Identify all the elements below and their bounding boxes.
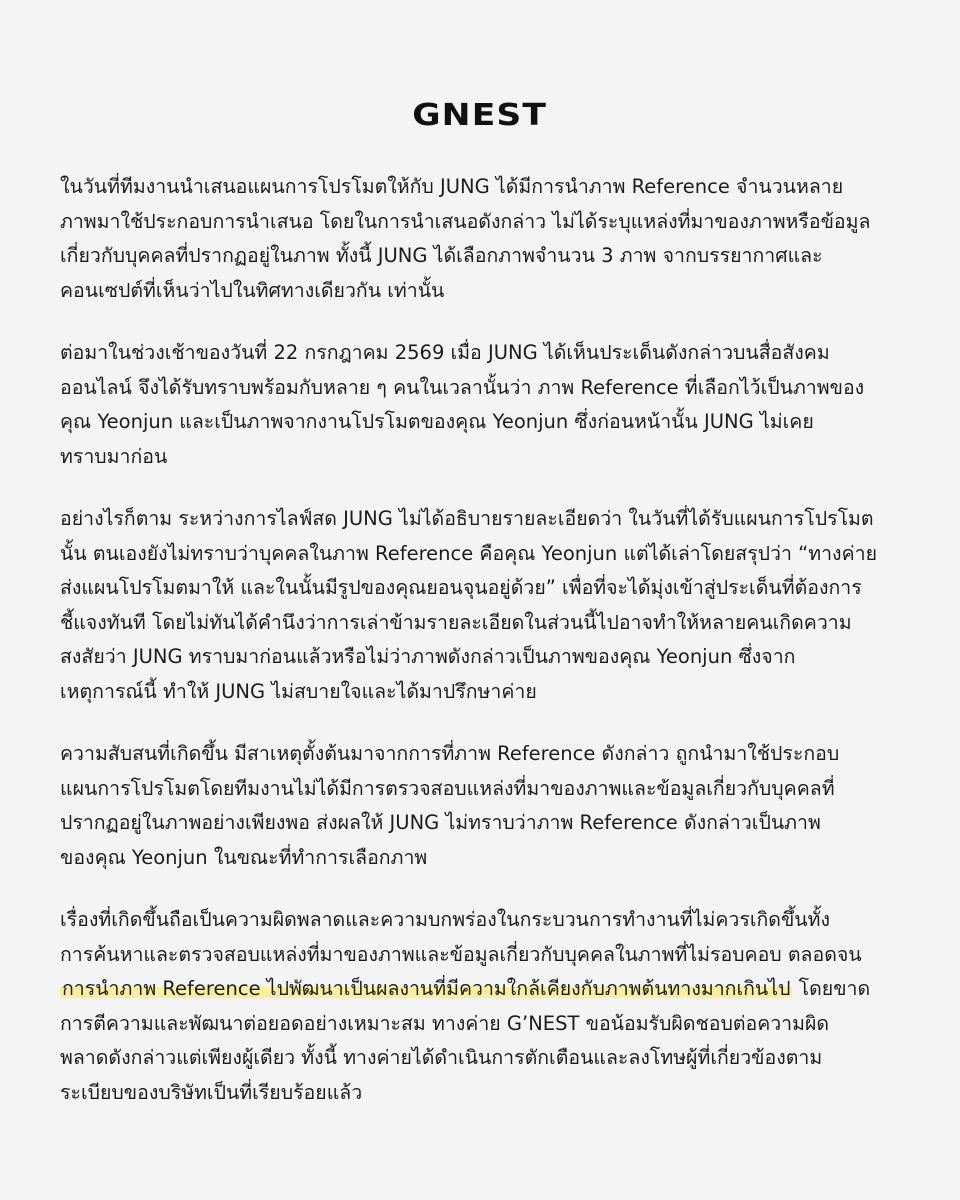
text-line: ปรากฏอยู่ในภาพอย่างเพียงพอ ส่งผลให้ JUNG ไม่ทราบว่าภาพ Reference ดังกล่าวเป็นภาพ [60,811,821,834]
text-line: นั้น ตนเองยังไม่ทราบว่าบุคคลในภาพ Reference คือคุณ Yeonjun แต่ได้เล่าโดยสรุปว่า “ทางค่าย [60,541,877,565]
text-line: สงสัยว่า JUNG ทราบมาก่อนแล้วหรือไม่ว่าภาพดังกล่าวเป็นภาพของคุณ Yeonjun ซึ่งจาก [60,645,796,668]
text-line: เหตุการณ์นี้ ทำให้ JUNG ไม่สบายใจและได้มาปรึกษาค่าย [60,679,537,703]
paragraph-1 [60,170,906,308]
gnest-logo [0,98,960,133]
highlighted-line [60,972,906,1007]
line-rest-text: โดยขาด [792,977,871,1000]
text-line: ส่งแผนโปรโมตมาให้ และในนั้นมีรูปของคุณยอนจุนอยู่ด้วย” เพื่อที่จะได้มุ่งเข้าสู่ประเด็นที่ต้องการ [60,576,862,599]
logo-text: GNEST [412,98,548,133]
statement-body [60,170,906,1138]
text-line: แผนการโปรโมตโดยทีมงานไม่ได้มีการตรวจสอบแหล่งที่มาของภาพและข้อมูลเกี่ยวกับบุคคลที่ [60,776,835,800]
text-line: ออนไลน์ จึงได้รับทราบพร้อมกับหลาย ๆ คนในเวลานั้นว่า ภาพ Reference ที่เลือกไว้เป็นภาพของ [60,375,865,399]
text-line: ทราบมาก่อน [60,444,168,468]
text-line: ต่อมาในช่วงเช้าของวันที่ 22 กรกฎาคม 2569 เมื่อ JUNG ได้เห็นประเด็นดังกล่าวบนสื่อสังคม [60,341,830,364]
text-line: เกี่ยวกับบุคคลที่ปรากฏอยู่ในภาพ ทั้งนี้ JUNG ได้เลือกภาพจำนวน 3 ภาพ จากบรรยากาศและ [60,244,823,267]
paragraph-5 [60,903,906,1110]
text-line: เรื่องที่เกิดขึ้นถือเป็นความผิดพลาดและความบกพร่องในกระบวนการทำงานที่ไม่ควรเกิดขึ้นทั้ง [60,908,831,931]
text-line: ความสับสนที่เกิดขึ้น มีสาเหตุตั้งต้นมาจากการที่ภาพ Reference ดังกล่าว ถูกนำมาใช้ประกอบ [60,742,840,765]
text-line: การตีความและพัฒนาต่อยอดอย่างเหมาะสม ทางค่าย G’NEST ขอน้อมรับผิดชอบต่อความผิด [60,1011,830,1035]
text-line: ชี้แจงทันที โดยไม่ทันได้คำนึงว่าการเล่าข้ามรายละเอียดในส่วนนี้ไปอาจทำให้หลายคนเกิดความ [60,610,852,634]
text-line: การค้นหาและตรวจสอบแหล่งที่มาของภาพและข้อมูลเกี่ยวกับบุคคลในภาพที่ไม่รอบคอบ ตลอดจน [60,942,862,966]
text-line: คุณ Yeonjun และเป็นภาพจากงานโปรโมตของคุณ Yeonjun ซึ่งก่อนหน้านั้น JUNG ไม่เคย [60,410,814,433]
text-line: ระเบียบของบริษัทเป็นที่เรียบร้อยแล้ว [60,1080,363,1104]
text-line: อย่างไรก็ตาม ระหว่างการไลฟ์สด JUNG ไม่ได้อธิบายรายละเอียดว่า ในวันที่ได้รับแผนการโปรโมต [60,507,874,530]
paragraph-3 [60,502,906,709]
text-line: พลาดดังกล่าวแต่เพียงผู้เดียว ทั้งนี้ ทางค่ายได้ดำเนินการตักเตือนและลงโทษผู้ที่เกี่ยวข้องตาม [60,1046,823,1069]
text-line: คอนเซปต์ที่เห็นว่าไปในทิศทางเดียวกัน เท่านั้น [60,278,445,302]
text-line: ภาพมาใช้ประกอบการนำเสนอ โดยในการนำเสนอดังกล่าว ไม่ได้ระบุแหล่งที่มาของภาพหรือข้อมูล [60,209,871,233]
highlighted-text: การนำภาพ Reference ไปพัฒนาเป็นผลงานที่มีความใกล้เคียงกับภาพต้นทางมากเกินไป [62,977,791,1000]
text-line: ในวันที่ทีมงานนำเสนอแผนการโปรโมตให้กับ JUNG ได้มีการนำภาพ Reference จำนวนหลาย [60,175,844,198]
paragraph-2 [60,336,906,474]
text-line: ของคุณ Yeonjun ในขณะที่ทำการเลือกภาพ [60,845,428,869]
paragraph-4 [60,737,906,875]
